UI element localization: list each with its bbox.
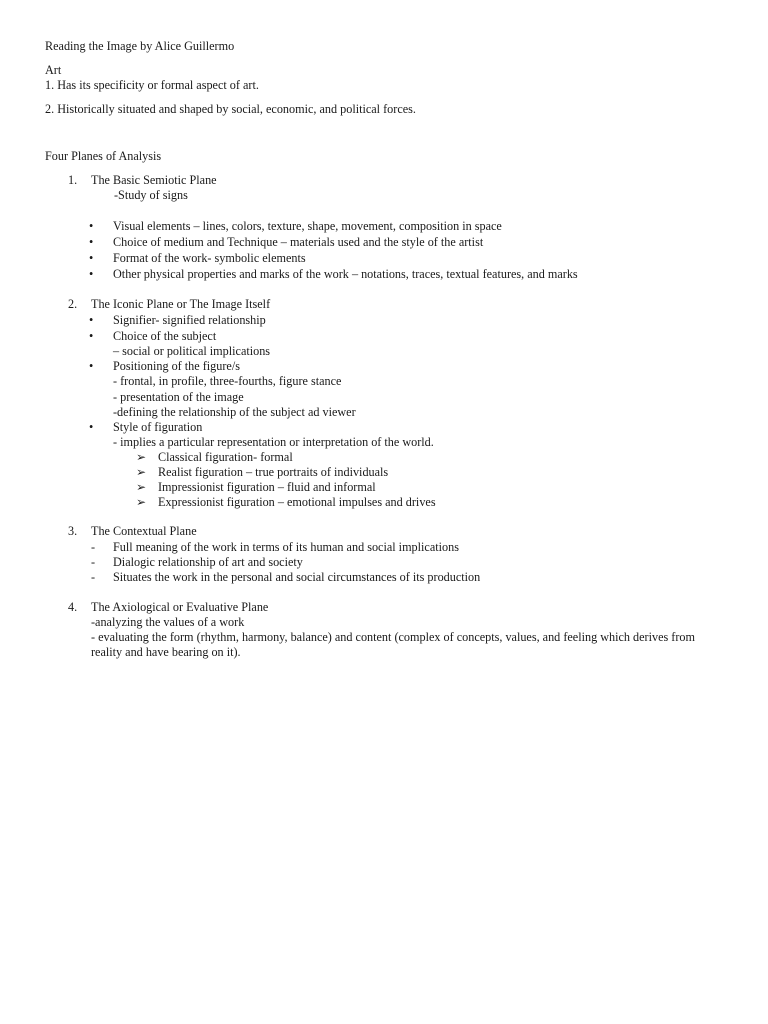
plane4-number: 4.: [68, 600, 78, 614]
figuration-item-1: Classical figuration- formal: [158, 450, 293, 464]
plane2-number: 2.: [68, 297, 78, 311]
plane3-item-3: Situates the work in the personal and social circumstances of its production: [113, 570, 481, 584]
bullet-icon: •: [89, 267, 94, 281]
plane2-bullet-4-sub: - implies a particular representation or interpretation of the world.: [113, 435, 434, 449]
plane2-bullet-1: Signifier- signified relationship: [113, 313, 266, 327]
plane2-bullet-3: Positioning of the figure/s: [113, 359, 240, 373]
plane2-bullet-3-sub-2: - presentation of the image: [113, 390, 244, 404]
bullet-icon: •: [89, 251, 94, 265]
arrow-bullet-icon: ➢: [136, 495, 147, 509]
plane1-sub: -Study of signs: [114, 188, 188, 202]
bullet-icon: •: [89, 219, 94, 233]
plane3-item-2: Dialogic relationship of art and society: [113, 555, 303, 569]
arrow-bullet-icon: ➢: [136, 450, 147, 464]
bullet-icon: •: [89, 420, 94, 434]
figuration-item-3: Impressionist figuration – fluid and informal: [158, 480, 376, 494]
plane4-line-1: -analyzing the values of a work: [91, 615, 245, 629]
bullet-icon: •: [89, 235, 94, 249]
plane1-bullet-2: Choice of medium and Technique – materials used and the style of the artist: [113, 235, 484, 249]
figuration-item-4: Expressionist figuration – emotional impulses and drives: [158, 495, 436, 509]
art-point-1: 1. Has its specificity or formal aspect of art.: [45, 78, 259, 92]
art-heading: Art: [45, 63, 62, 77]
plane4-title: The Axiological or Evaluative Plane: [91, 600, 269, 614]
plane3-title: The Contextual Plane: [91, 524, 197, 538]
plane3-number: 3.: [68, 524, 78, 538]
bullet-icon: •: [89, 329, 94, 343]
plane2-bullet-2: Choice of the subject: [113, 329, 217, 343]
bullet-icon: •: [89, 359, 94, 373]
plane2-bullet-2-sub: – social or political implications: [113, 344, 271, 358]
plane1-title: The Basic Semiotic Plane: [91, 173, 217, 187]
plane3-item-1: Full meaning of the work in terms of its human and social implications: [113, 540, 459, 554]
plane4-line-2: - evaluating the form (rhythm, harmony, balance) and content (complex of concepts, values, and feeling which derives from reality and have bearing on it).: [91, 630, 695, 659]
dash-icon: -: [91, 555, 96, 569]
planes-heading: Four Planes of Analysis: [45, 149, 162, 163]
art-point-2: 2. Historically situated and shaped by social, economic, and political forces.: [45, 102, 416, 116]
plane2-bullet-4: Style of figuration: [113, 420, 203, 434]
bullet-icon: •: [89, 313, 94, 327]
dash-icon: -: [91, 570, 96, 584]
plane2-bullet-3-sub-1: - frontal, in profile, three-fourths, figure stance: [113, 374, 342, 388]
plane2-bullet-3-sub-3: -defining the relationship of the subject ad viewer: [113, 405, 356, 419]
plane2-title: The Iconic Plane or The Image Itself: [91, 297, 271, 311]
plane1-bullet-4: Other physical properties and marks of the work – notations, traces, textual features, and marks: [113, 267, 578, 281]
arrow-bullet-icon: ➢: [136, 465, 147, 479]
document-title: Reading the Image by Alice Guillermo: [45, 39, 235, 53]
plane1-number: 1.: [68, 173, 78, 187]
arrow-bullet-icon: ➢: [136, 480, 147, 494]
figuration-item-2: Realist figuration – true portraits of individuals: [158, 465, 389, 479]
plane1-bullet-1: Visual elements – lines, colors, texture, shape, movement, composition in space: [113, 219, 502, 233]
plane1-bullet-3: Format of the work- symbolic elements: [113, 251, 306, 265]
dash-icon: -: [91, 540, 96, 554]
